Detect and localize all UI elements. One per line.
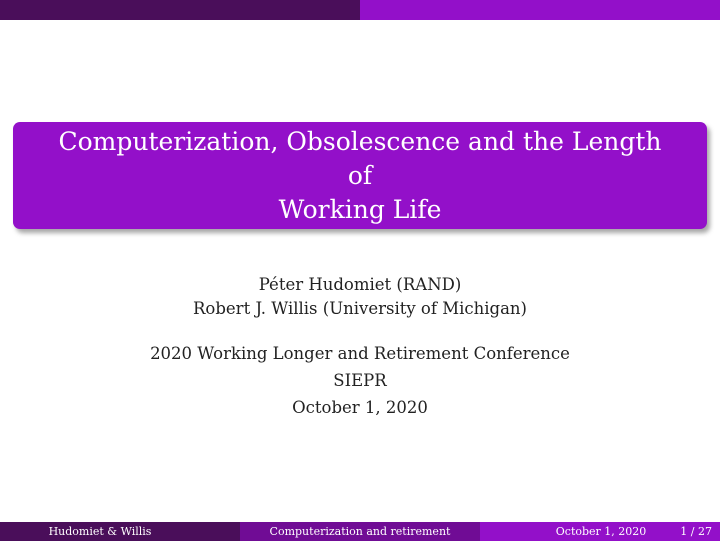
header-bar-left-segment	[0, 0, 360, 20]
footer-short-title: Computerization and retirement	[240, 522, 480, 541]
author-2: Robert J. Willis (University of Michigan)	[193, 299, 527, 318]
title-block	[13, 122, 707, 229]
footer-authors: Hudomiet & Willis	[0, 522, 240, 541]
header-bar-right-segment	[360, 0, 720, 20]
slide-title-line-2: Working Life	[278, 194, 442, 224]
event-info	[0, 340, 720, 421]
author-list	[0, 273, 720, 321]
slide-title	[43, 125, 677, 227]
footer-date: October 1, 2020	[555, 525, 647, 538]
slide-title-line-1: Computerization, Obsolescence and the Length of	[58, 126, 662, 190]
footer-right	[480, 522, 720, 541]
conference-name: 2020 Working Longer and Retirement Conference	[150, 344, 570, 363]
header-bar	[0, 0, 720, 20]
event-date: October 1, 2020	[292, 398, 428, 417]
author-1: Péter Hudomiet (RAND)	[258, 275, 462, 294]
footer-bar	[0, 522, 720, 541]
page-number: 1 / 27	[680, 525, 712, 538]
institution: SIEPR	[333, 371, 387, 390]
